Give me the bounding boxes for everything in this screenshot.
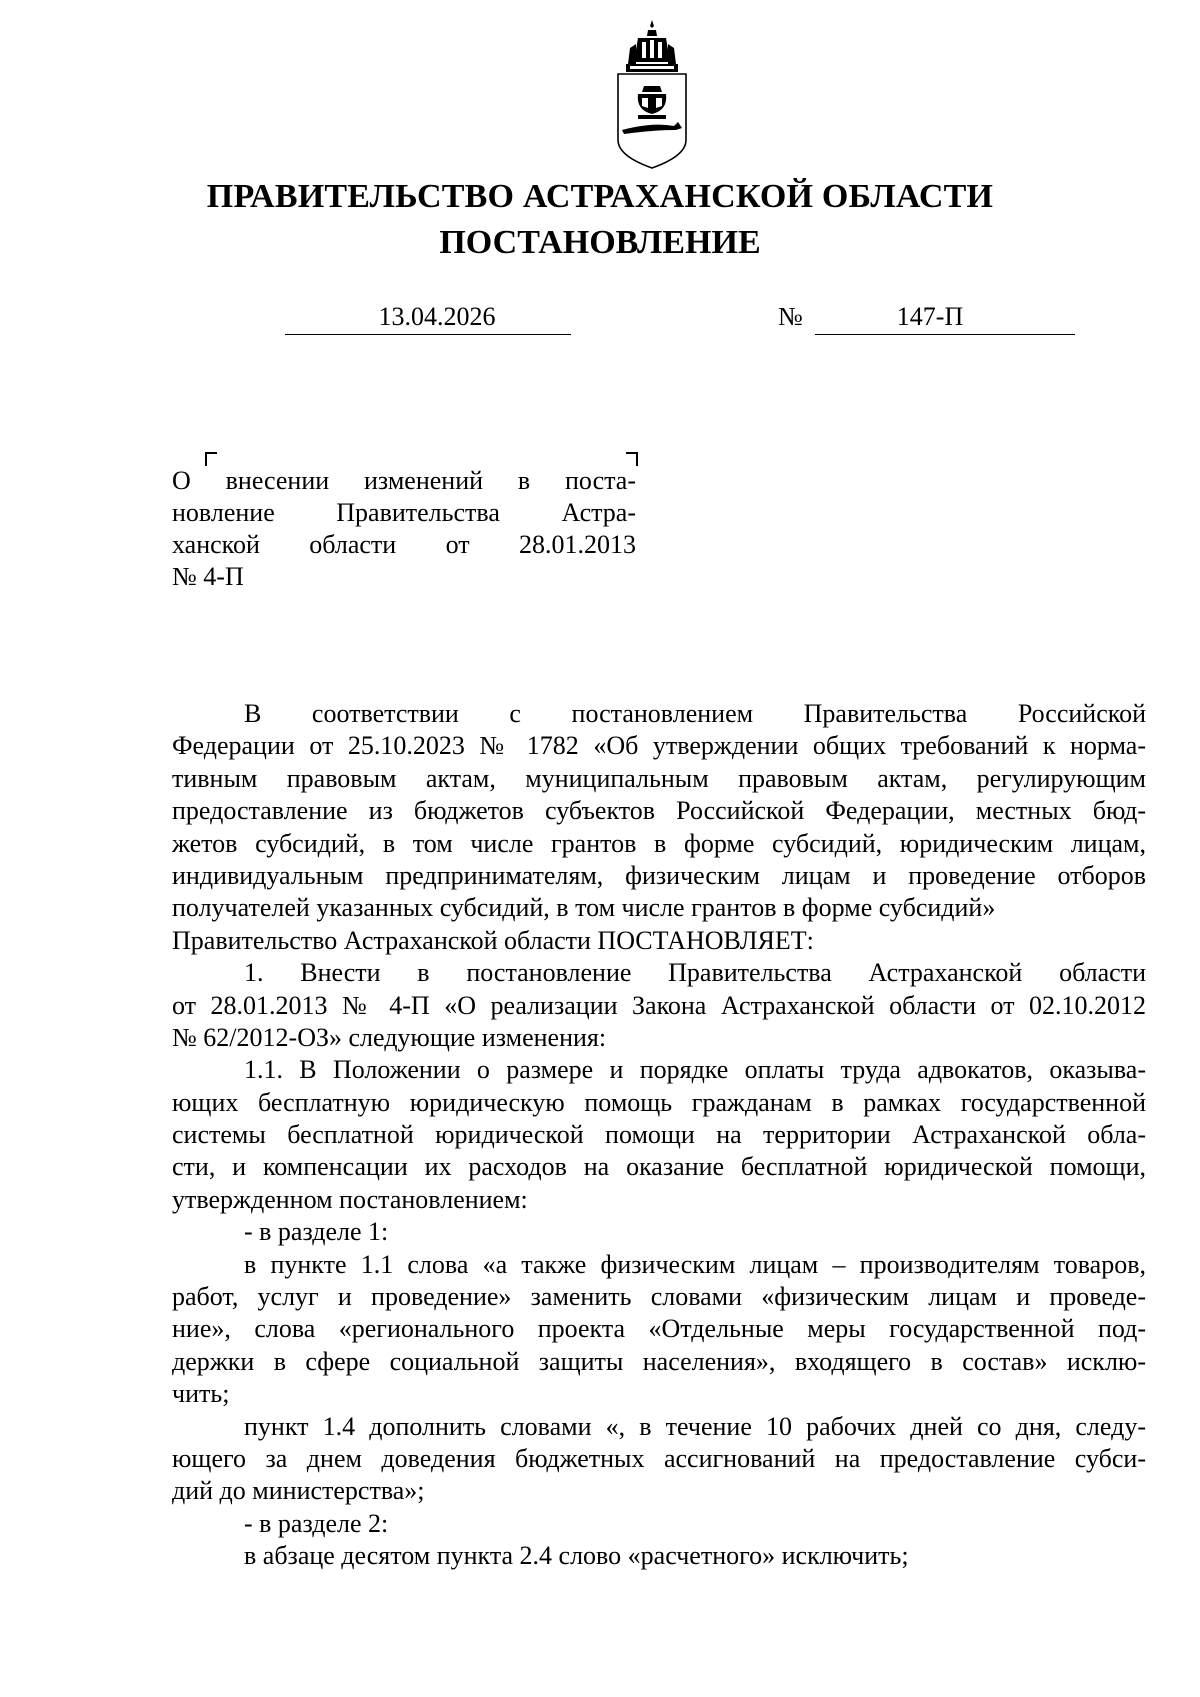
body-line: В соответствии с постановлением Правительства Российской <box>244 699 1146 728</box>
document-body <box>172 698 1146 1573</box>
body-line: - в разделе 1: <box>244 1217 389 1247</box>
government-title: ПРАВИТЕЛЬСТВО АСТРАХАНСКОЙ ОБЛАСТИ <box>206 178 994 215</box>
body-line: системы бесплатной юридической помощи на территории Астраханской обла- <box>172 1120 1146 1150</box>
body-line: Правительство Астраханской области ПОСТАНОВЛЯЕТ: <box>172 925 814 955</box>
body-line: утвержденном постановлением: <box>172 1184 528 1214</box>
body-line: индивидуальным предпринимателям, физическим лицам и проведение отборов <box>172 860 1146 890</box>
body-line: 1.1. В Положении о размере и порядке оплаты труда адвокатов, оказыва- <box>244 1055 1146 1085</box>
body-line: 1. Внести в постановление Правительства Астраханской области <box>244 958 1146 988</box>
document-number: 147-П <box>815 300 1075 335</box>
coat-of-arms-icon <box>612 18 692 172</box>
body-line: сти, и компенсации их расходов на оказание бесплатной юридической помощи, <box>172 1152 1146 1182</box>
subject-corner-left <box>205 452 217 466</box>
body-line: ющего за днем доведения бюджетных ассигнований на предоставление субси- <box>172 1443 1146 1473</box>
subject-line: О внесении изменений в поста- <box>172 466 636 495</box>
subject-line: ханской области от 28.01.2013 <box>172 530 636 559</box>
body-line: держки в сфере социальной защиты населения», входящего в состав» исклю- <box>172 1346 1146 1376</box>
body-line: получателей указанных субсидий, в том числе грантов в форме субсидий» <box>172 893 996 923</box>
body-line: работ, услуг и проведение» заменить словами «физическим лицам и проведе- <box>172 1282 1146 1312</box>
body-line: тивным правовым актам, муниципальным правовым актам, регулирующим <box>172 763 1146 793</box>
body-line: ние», слова «регионального проекта «Отдельные меры государственной под- <box>172 1314 1146 1344</box>
body-line: дий до министерства»; <box>172 1476 425 1506</box>
body-line: от 28.01.2013 № 4-П «О реализации Закона Астраханской области от 02.10.2012 <box>172 990 1146 1020</box>
subject-corner-right <box>626 452 638 466</box>
number-sign: № <box>778 302 803 331</box>
body-line: предоставление из бюджетов субъектов Российской Федерации, местных бюд- <box>172 796 1146 826</box>
body-line: чить; <box>172 1379 230 1409</box>
body-line: ющих бесплатную юридическую помощь гражданам в рамках государственной <box>172 1087 1146 1117</box>
document-kind: ПОСТАНОВЛЕНИЕ <box>439 224 761 261</box>
body-line: Федерации от 25.10.2023 № 1782 «Об утверждении общих требований к норма- <box>172 731 1146 761</box>
body-line: - в разделе 2: <box>244 1508 389 1538</box>
body-line: № 62/2012-ОЗ» следующие изменения: <box>172 1022 607 1052</box>
body-line: жетов субсидий, в том числе грантов в форме субсидий, юридическим лицам, <box>172 828 1146 858</box>
document-subject <box>172 465 636 593</box>
body-line: в абзаце десятом пункта 2.4 слово «расчетного» исключить; <box>244 1541 909 1571</box>
body-line: пункт 1.4 дополнить словами «, в течение 10 рабочих дней со дня, следу- <box>244 1411 1146 1441</box>
body-line: в пункте 1.1 слова «а также физическим лицам – производителям товаров, <box>244 1249 1146 1279</box>
document-date: 13.04.2026 <box>285 300 571 335</box>
subject-line: новление Правительства Астра- <box>172 498 636 527</box>
subject-line: № 4-П <box>172 562 244 591</box>
